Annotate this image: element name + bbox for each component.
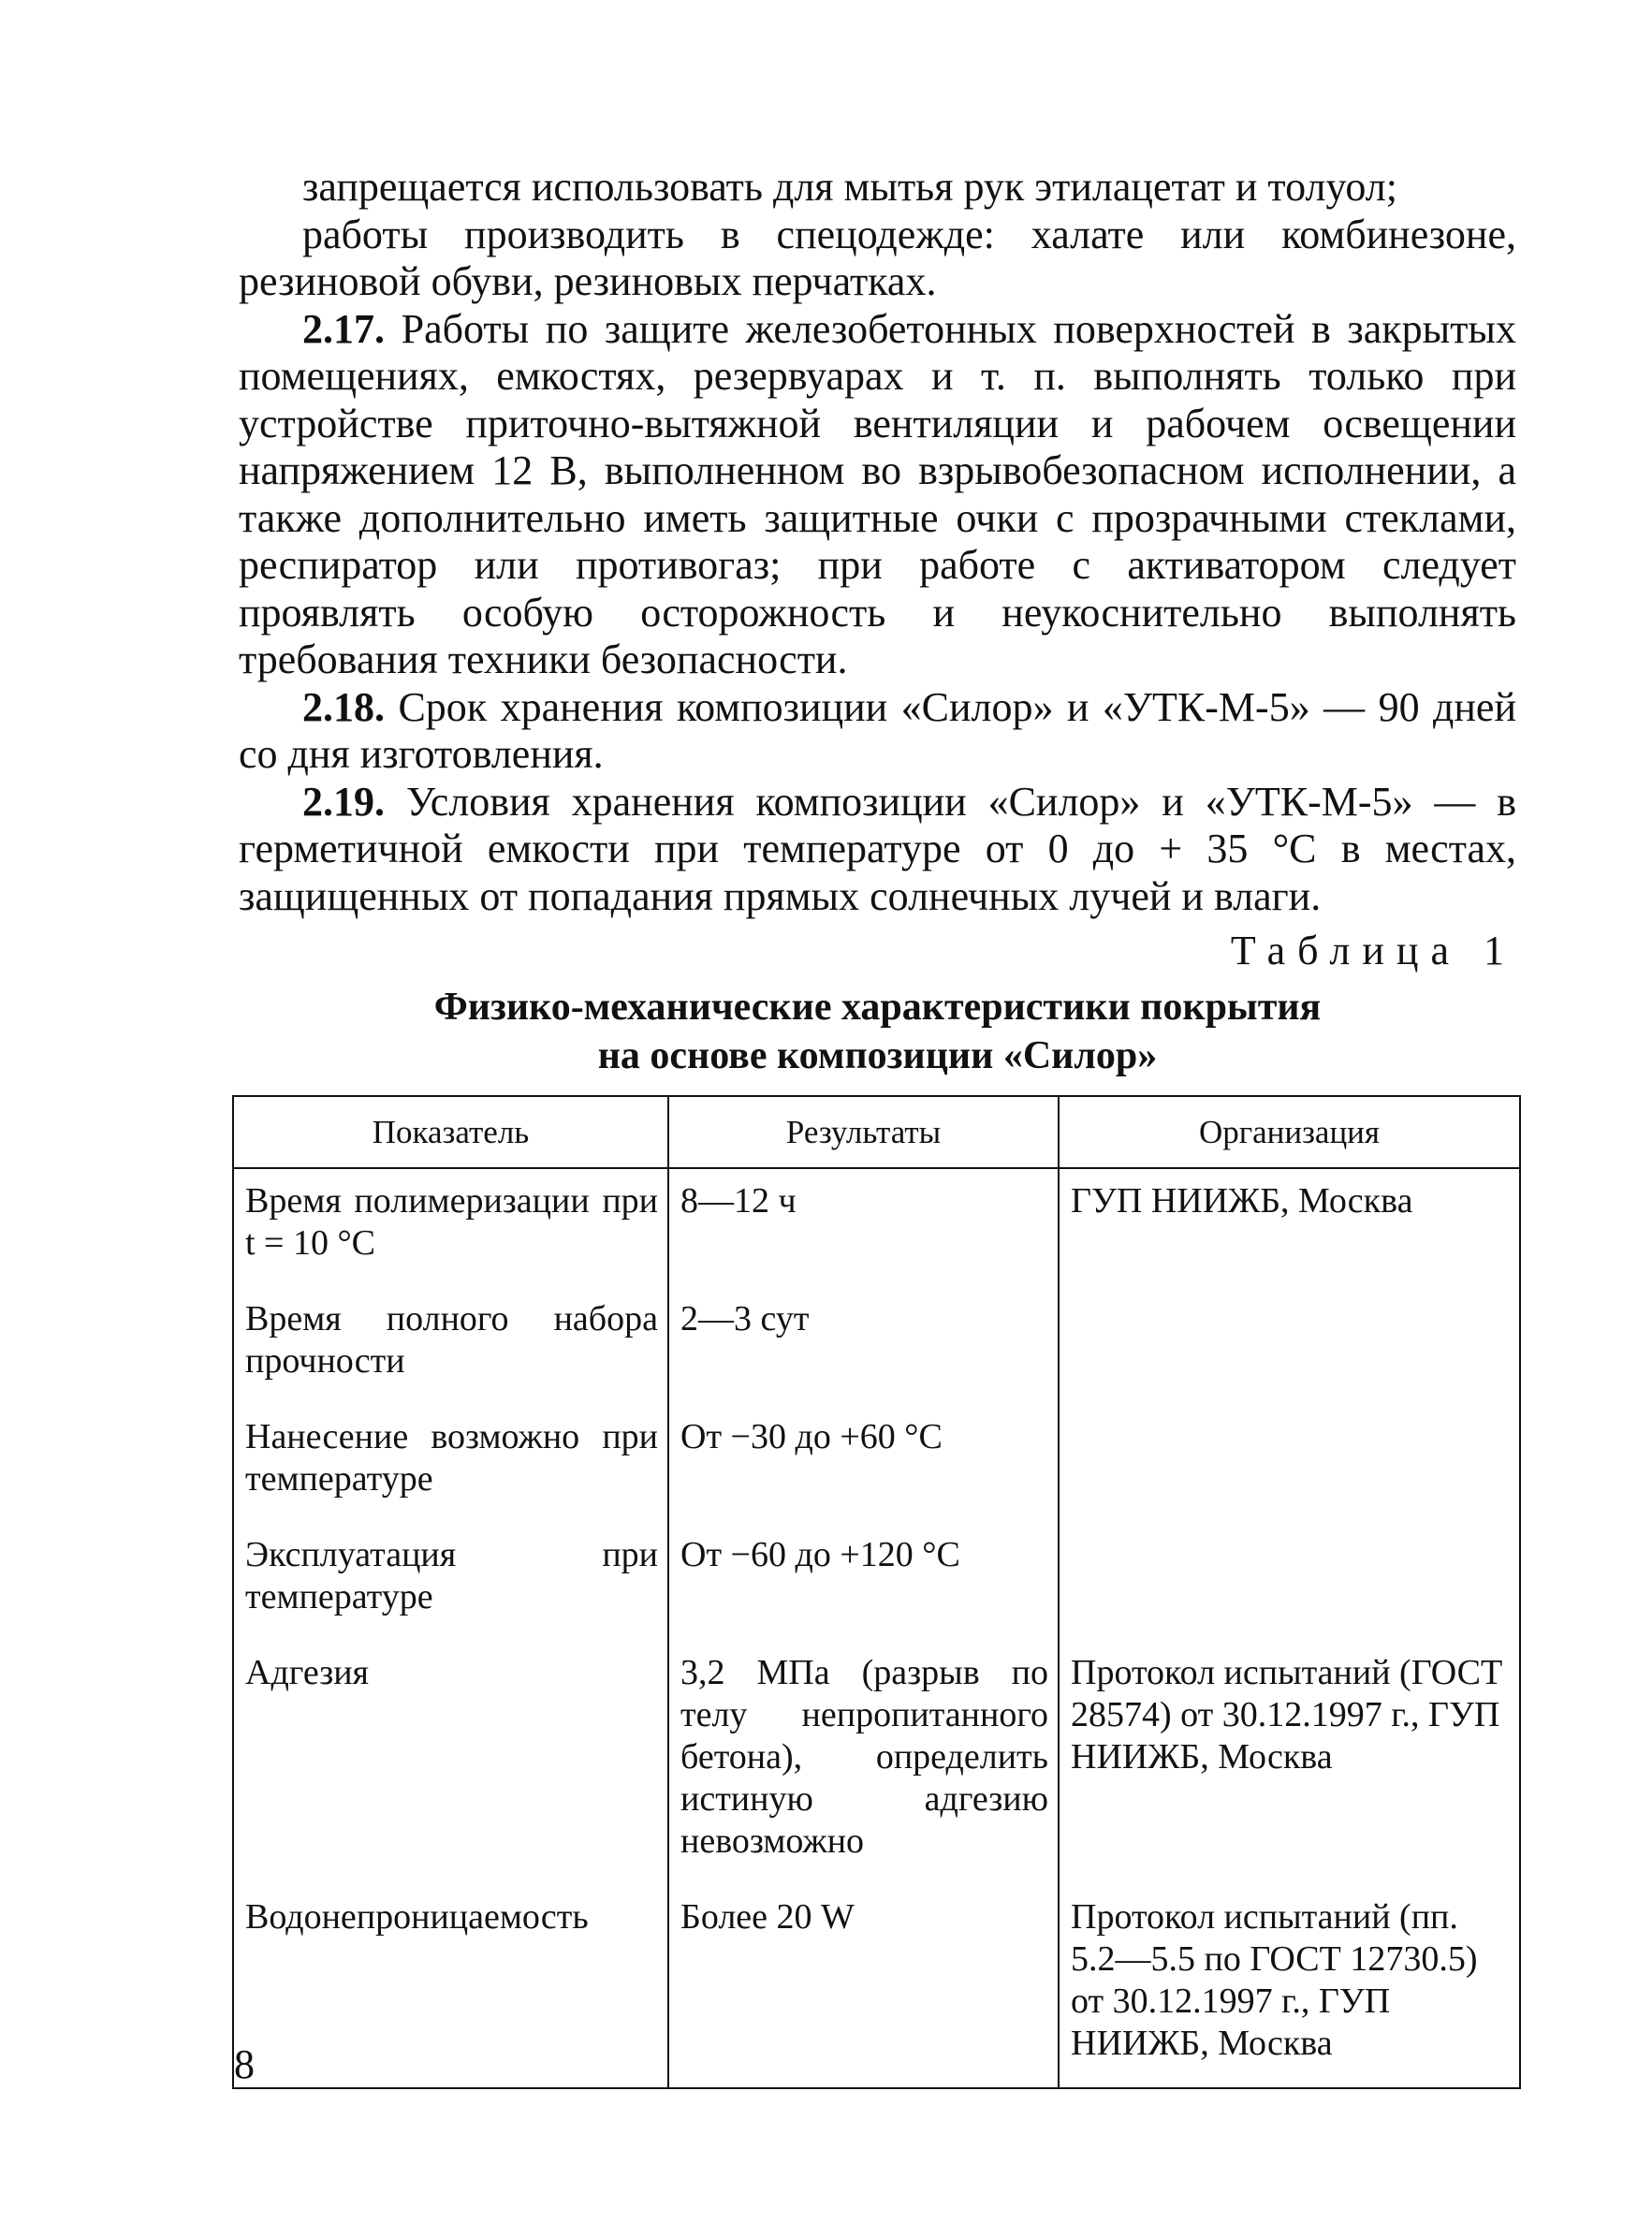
cell-result: 8—12 ч [668,1168,1059,1287]
characteristics-table [232,1095,1521,2089]
table-label: Таблица 1 [1230,928,1516,973]
header-results: Результаты [668,1096,1059,1168]
section-2-18 [239,684,1516,779]
table-title-line-1: Физико-механические характеристики покрытия [433,986,1322,1029]
cell-organization: Протокол испытаний (пп. 5.2—5.5 по ГОСТ 12730.5) от 30.12.1997 г., ГУП НИИЖБ, Москва [1059,1885,1520,2088]
section-text: Работы по защите железобетонных поверхностей в закрытых помещениях, емкостях, резервуарах и т. п. выполнять только при устройстве приточно-вытяжной вентиляции и рабочем освещении напряжением 12 В, выполненном во взрывобезопасном исполнении, а также дополнительно иметь защитные очки с прозрачными стеклами, респиратор или противогаз; при работе с активатором следует проявлять особую осторожность и неукоснительно выполнять требования техники безопасности. [239,305,1516,682]
paragraph-workwear: работы производить в спецодежде: халате или комбинезоне, резиновой обуви, резиновых перчатках. [239,211,1516,304]
cell-organization [1059,1287,1520,1405]
table-row [233,1287,1520,1405]
table-row [233,1405,1520,1523]
table-row [233,1885,1520,2088]
table-header-row [233,1096,1520,1168]
header-organization: Организация [1059,1096,1520,1168]
section-2-19 [239,779,1516,921]
page-number: 8 [234,2041,255,2087]
section-number: 2.18. [302,683,385,730]
paragraph-hand-washing: запрещается использовать для мытья рук этилацетат и толуол; [302,164,1397,210]
cell-organization: Протокол испытаний (ГОСТ 28574) от 30.12.1997 г., ГУП НИИЖБ, Москва [1059,1641,1520,1885]
table-title [239,983,1516,1080]
cell-result: Более 20 W [668,1885,1059,2088]
cell-organization [1059,1523,1520,1641]
section-number: 2.19. [302,778,385,825]
cell-result: 3,2 МПа (разрыв по телу непропитанного бетона), определить истиную адгезию невозможно [668,1641,1059,1885]
cell-result: От −30 до +60 °С [668,1405,1059,1523]
body-text [239,164,1516,920]
header-indicator: Показатель [233,1096,668,1168]
cell-indicator: Водонепроницаемость [233,1885,668,2088]
cell-indicator: Время полного набора прочности [233,1287,668,1405]
cell-indicator: Нанесение возможно при температуре [233,1405,668,1523]
cell-organization [1059,1405,1520,1523]
cell-indicator: Эксплуатация при температуре [233,1523,668,1641]
cell-organization: ГУП НИИЖБ, Москва [1059,1168,1520,1287]
table-row [233,1168,1520,1287]
cell-indicator: Адгезия [233,1641,668,1885]
section-text: Срок хранения композиции «Силор» и «УТК-М-5» — 90 дней со дня изготовления. [239,683,1517,777]
section-2-17 [239,306,1516,684]
section-text: Условия хранения композиции «Силор» и «УТК-М-5» — в герметичной емкости при температуре от 0 до + 35 °С в местах, защищенных от попадания прямых солнечных лучей и влаги. [239,778,1517,919]
cell-indicator: Время полимеризации при t = 10 °С [233,1168,668,1287]
cell-result: От −60 до +120 °С [668,1523,1059,1641]
table-row [233,1523,1520,1641]
section-number: 2.17. [302,305,385,352]
table-title-line-2: на основе композиции «Силор» [597,1034,1158,1077]
table-row [233,1641,1520,1885]
cell-result: 2—3 сут [668,1287,1059,1405]
